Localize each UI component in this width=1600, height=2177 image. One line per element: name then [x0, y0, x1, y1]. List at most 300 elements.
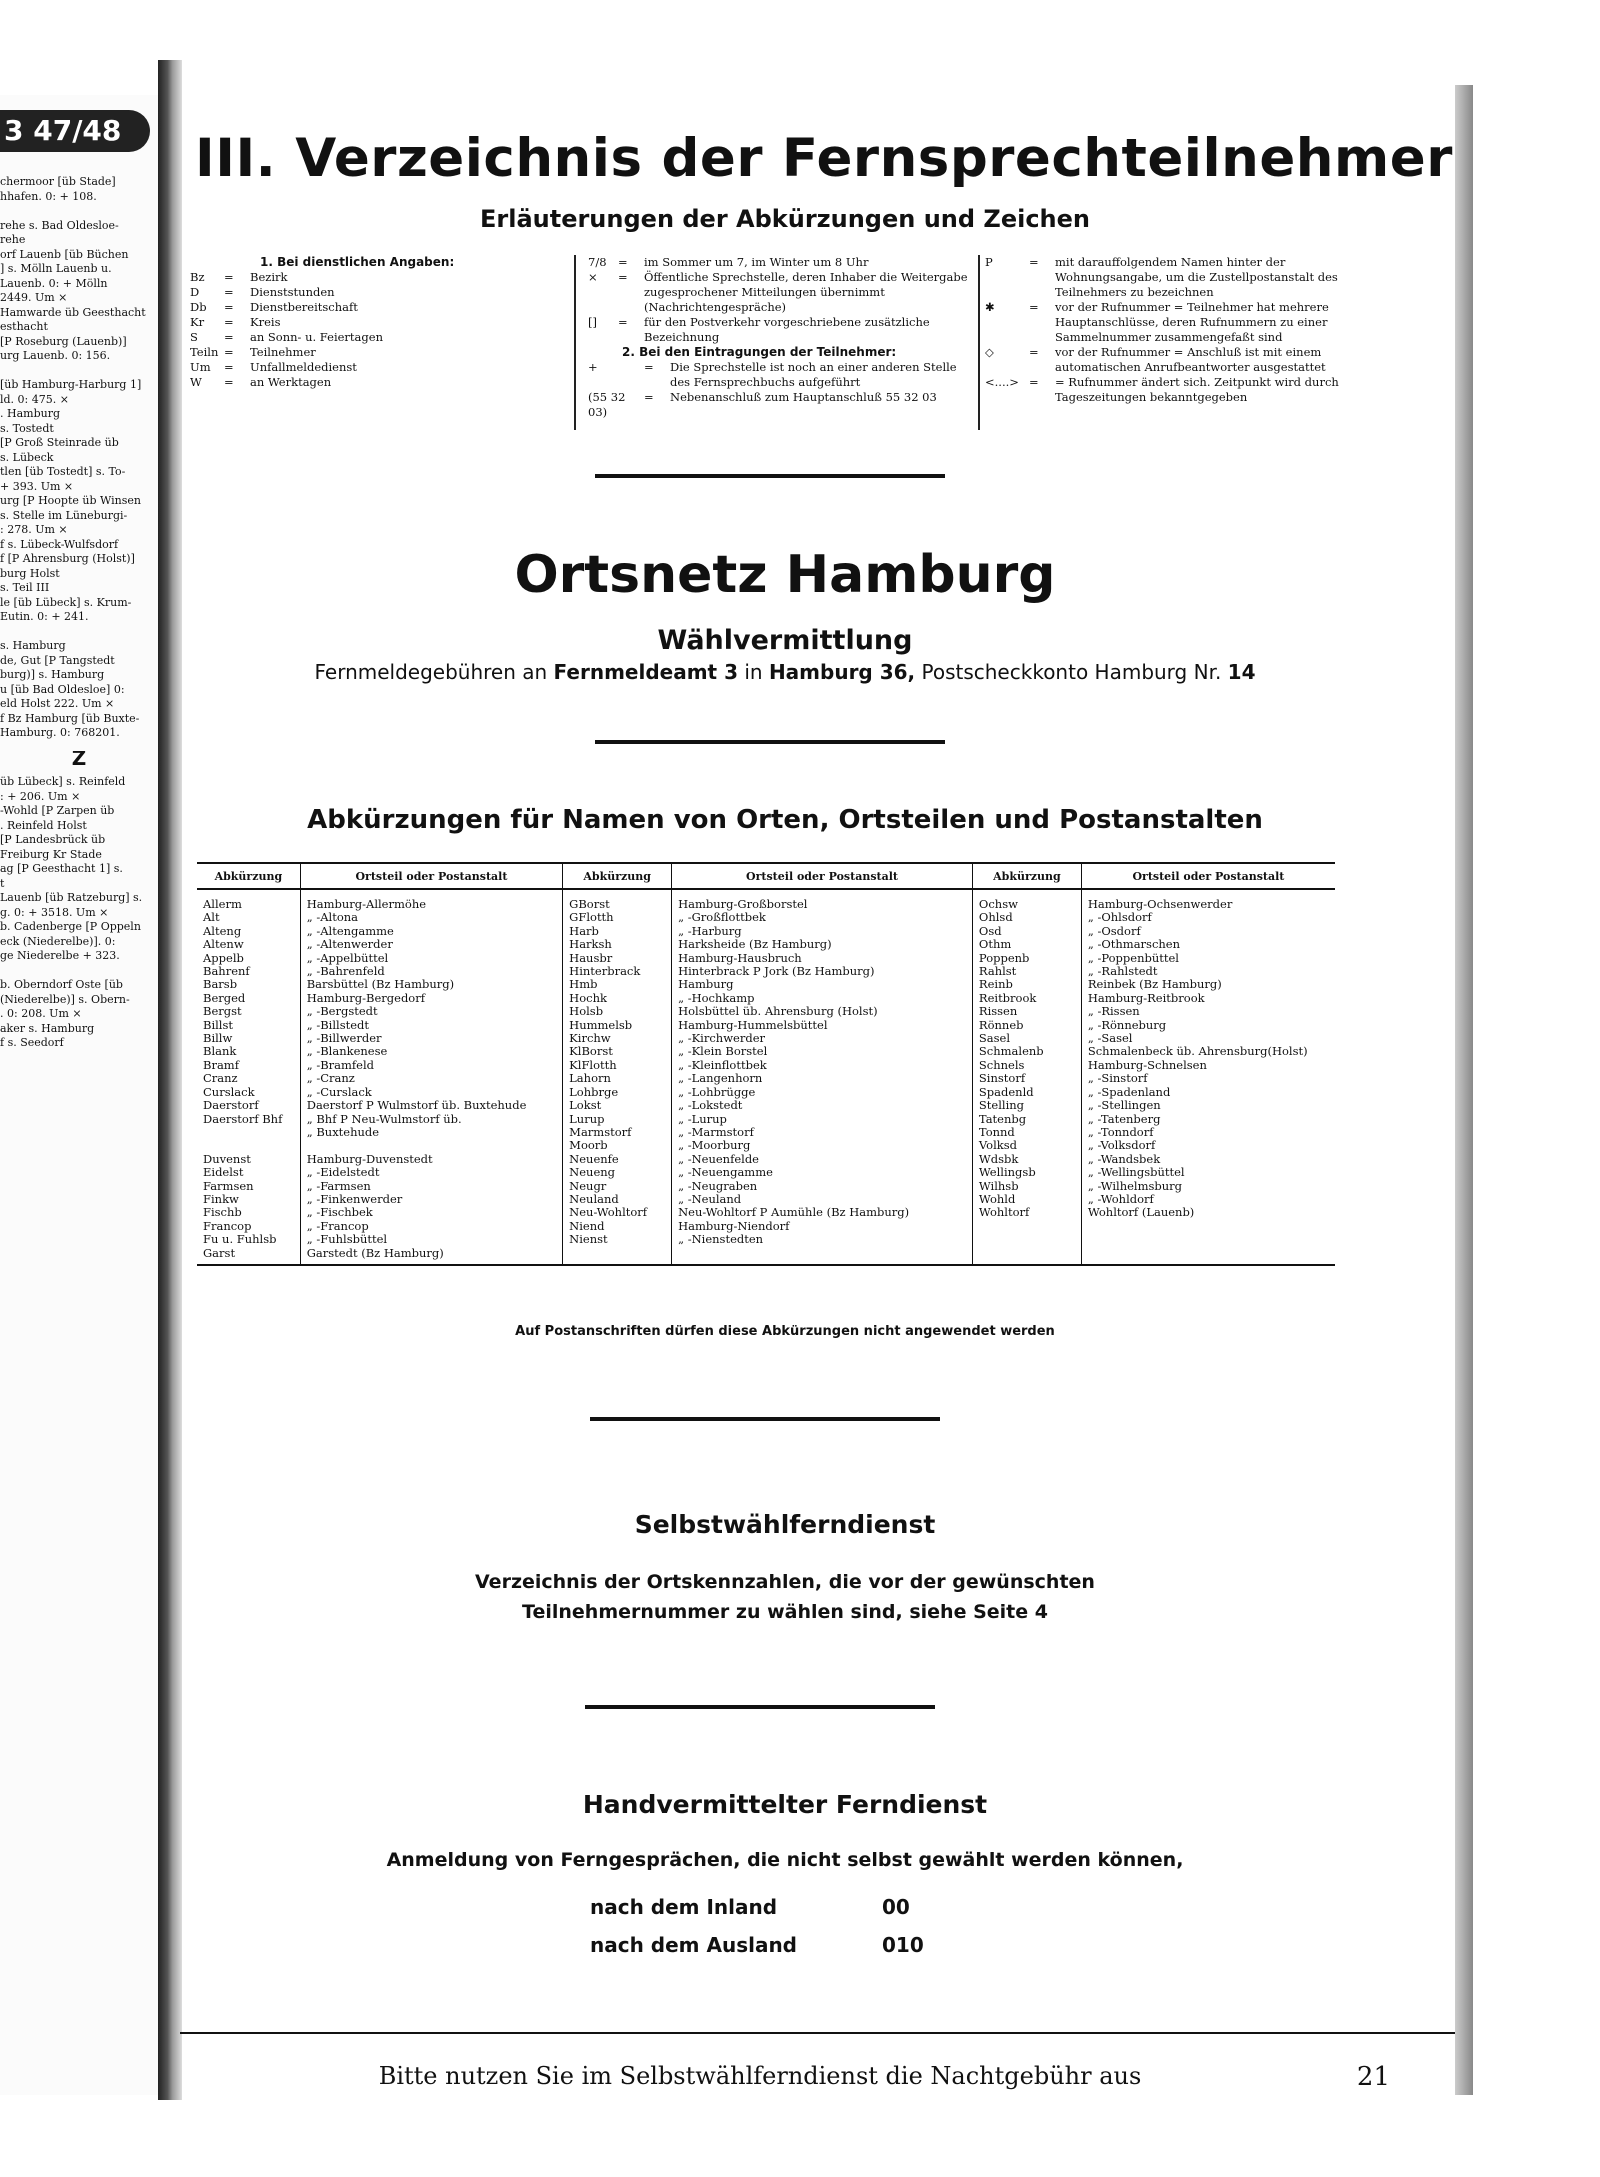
legend-equals: =: [224, 315, 234, 329]
hand-title: Handvermittelter Ferndienst: [582, 1790, 988, 1819]
place-name: Garstedt (Bz Hamburg): [306, 1245, 444, 1260]
abbreviation: Lahorn: [569, 1071, 611, 1086]
place-name: „ -Farmsen: [306, 1178, 371, 1193]
abbr-column: [197, 889, 300, 1265]
place-name: „ -Marmstorf: [678, 1124, 754, 1139]
legend-symbol: Db: [190, 300, 207, 314]
abbreviation: Wohltorf: [978, 1205, 1030, 1220]
place-name: „ -Großflottbek: [678, 910, 766, 925]
selbstwaehl-title: Selbstwählferndienst: [634, 1510, 936, 1539]
abbreviation: Barsb: [203, 977, 238, 992]
abbreviation: GFlotth: [569, 910, 614, 925]
place-name: „ -Finkenwerder: [306, 1191, 403, 1206]
list-item: 2449. Um ×: [0, 291, 68, 304]
dial-label: nach dem Ausland: [590, 1933, 798, 1957]
legend-equals: =: [224, 285, 234, 299]
legend-equals: =: [618, 270, 628, 284]
footer-text: Bitte nutzen Sie im Selbstwählferndienst die Nachtgebühr aus: [378, 2062, 1142, 2090]
list-item: le [üb Lübeck] s. Krum-: [0, 595, 132, 609]
legend-row: [190, 270, 565, 285]
legend-equals: =: [224, 345, 234, 359]
abbreviation: Hummelsb: [569, 1017, 633, 1032]
place-name: Hamburg: [678, 977, 734, 992]
list-item: . Hamburg: [0, 407, 61, 420]
abbreviation: Hochk: [569, 990, 607, 1005]
legend-symbol: (55 32 03): [588, 390, 626, 419]
section-rule: [585, 1705, 935, 1709]
abbreviation: Othm: [978, 937, 1012, 952]
place-name: „ -Neuenfelde: [678, 1151, 759, 1166]
place-name: „ -Rissen: [1087, 1004, 1140, 1019]
fees-text: in: [737, 660, 769, 684]
legend-row: [985, 255, 1360, 300]
legend-equals: =: [224, 330, 234, 344]
legend-text: an Werktagen: [250, 375, 332, 389]
abbreviation: Cranz: [203, 1071, 238, 1086]
list-item: u [üb Bad Oldesloe] 0:: [0, 682, 125, 696]
abbreviation: Kirchw: [569, 1031, 611, 1046]
place-name: Harksheide (Bz Hamburg): [678, 937, 832, 952]
legend-symbol: <....>: [985, 375, 1019, 389]
place-name: Hamburg-Hummelsbüttel: [678, 1017, 828, 1032]
book-gutter: [158, 60, 182, 2100]
list-item: Lauenb. 0: + Mölln: [0, 276, 108, 290]
legend-text: mit darauffolgendem Namen hinter der Wohnungsangabe, um die Zustellpostanstalt des Teilnehmers zu bezeichnen: [1055, 255, 1338, 299]
list-item: rehe: [0, 233, 26, 246]
page-title: III. Verzeichnis der Fernsprechteilnehmer: [195, 128, 1453, 189]
place-name: „ -Bergstedt: [306, 1004, 378, 1019]
place-name: „ -Blankenese: [306, 1044, 388, 1059]
place-name: „ -Fischbek: [306, 1205, 373, 1220]
place-name: „ -Billwerder: [306, 1031, 382, 1046]
legend-symbol: P: [985, 255, 993, 269]
abbreviation: Ohlsd: [978, 910, 1013, 925]
list-item: [0, 204, 158, 219]
place-name: „ -Bramfeld: [306, 1057, 375, 1072]
legend-row: [588, 315, 973, 345]
legend-row: [190, 330, 565, 345]
abbreviation: Harb: [569, 923, 599, 938]
legend-row: [190, 345, 565, 360]
selbstwaehl-line2: Teilnehmernummer zu wählen sind, siehe Seite 4: [522, 1601, 1048, 1623]
place-name: „ -Langenhorn: [678, 1071, 763, 1086]
fees-text: Postscheckkonto Hamburg Nr.: [915, 660, 1228, 684]
list-item: [P Landesbrück üb: [0, 833, 106, 846]
abbreviation: Wilhsb: [978, 1178, 1019, 1193]
list-item: aker s. Hamburg: [0, 1021, 95, 1035]
place-name: „ -Moorburg: [678, 1138, 751, 1153]
legend-text: Unfallmeldedienst: [250, 360, 357, 374]
abbreviation: Reitbrook: [978, 990, 1037, 1005]
legend-row: [985, 345, 1360, 375]
table-header-row: [197, 863, 1335, 889]
fees-info: [195, 660, 1375, 684]
legend-equals: =: [618, 315, 628, 329]
place-name: Hamburg-Großborstel: [678, 897, 808, 911]
place-name: Hamburg-Allermöhe: [306, 897, 427, 911]
place-name: „ -Tatenberg: [1087, 1111, 1161, 1126]
abbreviation: Daerstorf Bhf: [203, 1111, 283, 1126]
legend-text: an Sonn- u. Feiertagen: [250, 330, 383, 344]
place-name: „ -Ohlsdorf: [1087, 910, 1152, 925]
fees-city: Hamburg 36,: [768, 660, 916, 684]
legend-text: Die Sprechstelle ist noch an einer anderen Stelle des Fernsprechbuchs aufgeführt: [670, 360, 957, 389]
place-name: „ -Neuland: [678, 1191, 742, 1206]
legend-equals: =: [644, 360, 654, 374]
legend-equals: =: [224, 375, 234, 389]
place-name: „ -Rönneburg: [1087, 1017, 1167, 1032]
abbreviation: Appelb: [203, 950, 244, 965]
fees-text: Fernmeldegebühren an: [314, 660, 554, 684]
abbreviation: Hausbr: [569, 950, 613, 965]
list-item: [0, 364, 158, 379]
legend-row: [588, 255, 973, 270]
legend-equals: =: [1029, 300, 1039, 314]
place-name: „ -Billstedt: [306, 1017, 370, 1032]
ortsnetz-title: Ortsnetz Hamburg: [514, 545, 1056, 605]
abbreviation: Harksh: [569, 937, 612, 952]
abbreviation: Neu-Wohltorf: [569, 1205, 648, 1220]
page-subtitle: Erläuterungen der Abkürzungen und Zeichen: [479, 205, 1090, 233]
dial-codes: [590, 1888, 924, 1964]
place-name: „ -Wellingsbüttel: [1087, 1165, 1185, 1180]
place-name: „ -Altengamme: [306, 923, 394, 938]
place-name: „ -Nienstedten: [678, 1232, 764, 1247]
abbreviation: Schnels: [978, 1057, 1025, 1072]
abbreviation: Lohbrge: [569, 1084, 619, 1099]
fees-account-number: 14: [1227, 660, 1256, 684]
list-item: üb Lübeck] s. Reinfeld: [0, 775, 126, 788]
legend-row: [985, 300, 1360, 345]
abbreviation: Hmb: [569, 977, 598, 992]
abbreviation: Tatenbg: [978, 1111, 1027, 1126]
section-rule: [595, 740, 945, 744]
place-name: „ -Kirchwerder: [678, 1031, 766, 1046]
abbreviation: Berged: [203, 990, 246, 1005]
legend-text: Nebenanschluß zum Hauptanschluß 55 32 03: [670, 390, 937, 404]
legend-text: Dienstbereitschaft: [250, 300, 358, 314]
abbreviation: Sinstorf: [978, 1071, 1026, 1086]
list-item: urg [P Hoopte üb Winsen: [0, 494, 141, 507]
list-item: -Wohld [P Zarpen üb: [0, 804, 115, 817]
place-name: „ -Altenwerder: [306, 937, 393, 952]
place-name: Hamburg-Ochsenwerder: [1087, 897, 1233, 911]
list-item: rehe s. Bad Oldesloe-: [0, 218, 119, 232]
place-name: „ -Wohldorf: [1087, 1191, 1154, 1206]
abbreviation: Daerstorf: [203, 1098, 259, 1113]
place-name: „ -Othmarschen: [1087, 937, 1181, 952]
abbreviation: Spadenld: [978, 1084, 1034, 1099]
abbreviation: Wellingsb: [978, 1165, 1036, 1180]
footer-rule: [180, 2032, 1455, 2034]
place-name: „ -Eidelstedt: [306, 1165, 380, 1180]
place-name: „ -Neugraben: [678, 1178, 758, 1193]
place-name: „ -Volksdorf: [1087, 1138, 1156, 1153]
column-header: Abkürzung: [972, 863, 1081, 889]
legend-symbol: D: [190, 285, 200, 299]
list-item: [üb Hamburg-Harburg 1]: [0, 378, 142, 391]
list-item: eld Holst 222. Um ×: [0, 697, 115, 710]
abbreviation: Lokst: [569, 1098, 602, 1113]
abbreviation: Alteng: [203, 923, 242, 938]
abbreviation: Rahlst: [978, 964, 1017, 979]
hand-line: Anmeldung von Ferngesprächen, die nicht selbst gewählt werden können,: [386, 1849, 1184, 1871]
dial-row-ausland: [590, 1926, 924, 1964]
dial-label: nach dem Inland: [590, 1895, 778, 1919]
abbreviation: Volksd: [978, 1138, 1018, 1153]
abbreviation: Tonnd: [978, 1124, 1015, 1139]
place-name: „ Buxtehude: [306, 1124, 380, 1139]
abbreviation: Hinterbrack: [569, 964, 641, 979]
legend-symbols: [985, 255, 1360, 405]
place-name: „ -Sinstorf: [1087, 1071, 1148, 1086]
abbreviation: Osd: [978, 923, 1002, 938]
list-item: Freiburg Kr Stade: [0, 847, 102, 861]
list-item: tlen [üb Tostedt] s. To-: [0, 465, 126, 478]
list-item: g. 0: + 3518. Um ×: [0, 905, 109, 919]
dial-code: 00: [882, 1895, 910, 1919]
legend-text: im Sommer um 7, im Winter um 8 Uhr: [644, 255, 869, 269]
legend-row: [190, 375, 565, 390]
list-item: Eutin. 0: + 241.: [0, 610, 89, 623]
legend-row: [588, 360, 973, 390]
legend-row: [190, 315, 565, 330]
abbreviations-title: Abkürzungen für Namen von Orten, Ortsteilen und Postanstalten: [307, 805, 1263, 835]
legend-divider: [978, 255, 980, 430]
abbreviation: Fischb: [203, 1205, 242, 1220]
list-item: [P Roseburg (Lauenb)]: [0, 334, 127, 348]
list-item: chermoor [üb Stade]: [0, 175, 116, 188]
legend-text: Teilnehmer: [250, 345, 316, 359]
page-range-badge: 3 47/48: [0, 110, 150, 152]
list-item: b. Oberndorf Oste [üb: [0, 978, 123, 991]
list-item: s. Tostedt: [0, 421, 54, 435]
abbreviation: Francop: [203, 1218, 252, 1233]
legend-symbol: Bz: [190, 270, 205, 284]
place-name: Wohltorf (Lauenb): [1087, 1205, 1195, 1220]
place-name: „ -Tonndorf: [1087, 1124, 1154, 1139]
abbreviation: Neugr: [569, 1178, 607, 1193]
place-name: „ -Curslack: [306, 1084, 372, 1099]
list-item: Hamwarde üb Geesthacht: [0, 305, 146, 319]
abbreviation: Alt: [203, 910, 220, 925]
abbreviation: Billw: [203, 1031, 233, 1046]
legend-symbol: W: [190, 375, 202, 389]
place-name: Hamburg-Duvenstedt: [306, 1151, 433, 1166]
abbreviation: Moorb: [569, 1138, 608, 1153]
abbreviation: GBorst: [569, 897, 610, 911]
legend-marks: [588, 255, 973, 420]
list-item: b. Cadenberge [P Oppeln: [0, 920, 141, 933]
place-name: „ -Rahlstedt: [1087, 964, 1158, 979]
list-item: ] s. Mölln Lauenb u.: [0, 262, 112, 275]
abbreviation: Wdsbk: [978, 1151, 1019, 1166]
abbreviation: Reinb: [978, 977, 1013, 992]
abbreviation: Eidelst: [203, 1165, 244, 1180]
abbreviation: Niend: [569, 1218, 605, 1233]
place-name: Neu-Wohltorf P Aumühle (Bz Hamburg): [678, 1205, 910, 1220]
list-item: + 393. Um ×: [0, 479, 74, 493]
abbreviation: Bergst: [203, 1004, 242, 1019]
legend-equals: =: [1029, 375, 1039, 389]
abbreviation: [203, 1139, 296, 1152]
abbreviation: Schmalenb: [978, 1044, 1044, 1059]
selbstwaehl-line1: Verzeichnis der Ortskennzahlen, die vor der gewünschten: [475, 1571, 1095, 1593]
legend-text: Kreis: [250, 315, 281, 329]
place-name: „ -Harburg: [678, 923, 742, 938]
list-item: ge Niederelbe + 323.: [0, 949, 120, 962]
list-item: . Reinfeld Holst: [0, 818, 87, 832]
place-name: Hamburg-Reitbrook: [1087, 990, 1205, 1005]
abbreviation: Curslack: [203, 1084, 255, 1099]
abbreviation: Farmsen: [203, 1178, 254, 1193]
place-name: „ -Stellingen: [1087, 1098, 1161, 1113]
list-item: f s. Lübeck-Wulfsdorf: [0, 537, 119, 551]
place-name: Hamburg-Bergedorf: [306, 990, 425, 1005]
list-item: : 278. Um ×: [0, 523, 68, 536]
name-column: [1081, 889, 1335, 1265]
place-name: Hamburg-Schnelsen: [1087, 1057, 1207, 1072]
legend-symbol: ✱: [985, 300, 995, 314]
abbreviation: Nienst: [569, 1232, 608, 1247]
abbreviation: Bahrenf: [203, 964, 250, 979]
abbreviation: Poppenb: [978, 950, 1030, 965]
list-item: esthacht: [0, 320, 48, 333]
dial-row-inland: [590, 1888, 924, 1926]
legend-equals: =: [644, 390, 654, 404]
abbreviation: KlBorst: [569, 1044, 613, 1059]
abbreviation: [203, 1126, 296, 1139]
place-name: Hinterbrack P Jork (Bz Hamburg): [678, 964, 875, 979]
place-name: Holsbüttel üb. Ahrensburg (Holst): [678, 1004, 878, 1019]
place-name: „ -Sasel: [1087, 1031, 1133, 1046]
fees-office: Fernmeldeamt 3: [553, 660, 738, 684]
page-edge-shadow: [1455, 85, 1473, 2095]
place-name: Hamburg-Hausbruch: [678, 950, 802, 965]
abbreviation: Fu u. Fuhlsb: [203, 1232, 277, 1247]
abbreviations-note: Auf Postanschriften dürfen diese Abkürzungen nicht angewendet werden: [515, 1324, 1055, 1339]
legend-symbol: Kr: [190, 315, 205, 329]
legend-text: vor der Rufnummer = Teilnehmer hat mehrere Hauptanschlüsse, deren Rufnummern zu einer Sammelnummer zusammengefaßt sind: [1055, 300, 1329, 344]
list-item: orf Lauenb [üb Büchen: [0, 247, 129, 261]
place-name: Daerstorf P Wulmstorf üb. Buxtehude: [306, 1098, 527, 1113]
legend-text: Bezirk: [250, 270, 288, 284]
place-name: „ -Poppenbüttel: [1087, 950, 1179, 965]
name-column: [300, 889, 562, 1265]
legend-symbol: 7/8: [588, 255, 607, 269]
place-name: „ -Francop: [306, 1218, 369, 1233]
abbreviation: Marmstorf: [569, 1124, 632, 1139]
place-name: „ -Fuhlsbüttel: [306, 1232, 388, 1247]
legend-row: [985, 375, 1360, 405]
legend-symbol: S: [190, 330, 198, 344]
legend-row: [588, 390, 973, 420]
abbreviation: Billst: [203, 1017, 234, 1032]
place-name: „ -Wandsbek: [1087, 1151, 1161, 1166]
place-name: „ -Klein Borstel: [678, 1044, 768, 1059]
list-item: de, Gut [P Tangstedt: [0, 653, 115, 667]
list-item: . 0: 208. Um ×: [0, 1007, 82, 1020]
legend-equals: =: [1029, 345, 1039, 359]
abbreviation: KlFlotth: [569, 1057, 617, 1072]
list-item: ld. 0: 475. ×: [0, 392, 69, 406]
legend-symbol: ◇: [985, 345, 994, 359]
place-name: „ -Hochkamp: [678, 990, 755, 1005]
place-name: „ -Appelbüttel: [306, 950, 389, 965]
abbreviation: Neueng: [569, 1165, 616, 1180]
left-page-strip: [0, 95, 158, 2095]
list-item: eck (Niederelbe)]. 0:: [0, 934, 116, 948]
place-name: „ -Wilhelmsburg: [1087, 1178, 1183, 1193]
list-item: [P Groß Steinrade üb: [0, 436, 119, 449]
page-number: 21: [1356, 2062, 1390, 2092]
place-name: Hamburg-Niendorf: [678, 1218, 790, 1233]
place-name: „ -Cranz: [306, 1071, 355, 1086]
dial-code: 010: [882, 1933, 924, 1957]
legend-text: Dienststunden: [250, 285, 335, 299]
legend-symbol: []: [588, 315, 597, 329]
legend-symbol: +: [588, 360, 598, 374]
abbreviation: Sasel: [978, 1031, 1011, 1046]
place-name: „ -Bahrenfeld: [306, 964, 385, 979]
abbreviation: Holsb: [569, 1004, 604, 1019]
list-item: s. Lübeck: [0, 450, 54, 464]
place-name: Schmalenbeck üb. Ahrensburg(Holst): [1087, 1044, 1308, 1059]
legend-equals: =: [224, 300, 234, 314]
legend-equals: =: [224, 270, 234, 284]
place-name: „ -Lurup: [678, 1111, 727, 1126]
list-item: : + 206. Um ×: [0, 789, 81, 803]
place-name: „ -Kleinflottbek: [678, 1057, 767, 1072]
list-item: ag [P Geesthacht 1] s.: [0, 862, 123, 875]
column-header: Abkürzung: [197, 863, 300, 889]
legend-official: [190, 255, 565, 390]
legend-row: [588, 270, 973, 315]
legend-row: [190, 300, 565, 315]
column-header: Abkürzung: [563, 863, 672, 889]
column-header: Ortsteil oder Postanstalt: [672, 863, 973, 889]
abbreviation: Allerm: [203, 897, 242, 911]
name-column: [672, 889, 973, 1265]
column-header: Ortsteil oder Postanstalt: [300, 863, 562, 889]
list-item: Lauenb [üb Ratzeburg] s.: [0, 891, 143, 904]
abbreviation: Neuland: [569, 1191, 619, 1206]
ortsnetz-subtitle: Wählvermittlung: [657, 625, 913, 656]
list-item: burg Holst: [0, 566, 60, 580]
legend-text: für den Postverkehr vorgeschriebene zusätzliche Bezeichnung: [644, 315, 930, 344]
legend-row: [190, 360, 565, 375]
list-item: f Bz Hamburg [üb Buxte-: [0, 711, 140, 725]
place-name: „ -Spadenland: [1087, 1084, 1171, 1099]
place-name: Reinbek (Bz Hamburg): [1087, 977, 1222, 992]
legend-text: Öffentliche Sprechstelle, deren Inhaber die Weitergabe zugesprochener Mitteilungen übernimmt (Nachrichtengespräche): [644, 270, 968, 314]
abbreviation: Duvenst: [203, 1151, 251, 1166]
place-name: „ Bhf P Neu-Wulmstorf üb.: [306, 1111, 462, 1126]
z-heading: Z: [71, 750, 87, 765]
legend-equals: =: [224, 360, 234, 374]
legend-row: [190, 285, 565, 300]
abbreviation: Neuenfe: [569, 1151, 619, 1166]
list-item: (Niederelbe)] s. Obern-: [0, 992, 130, 1006]
legend-equals: =: [618, 255, 628, 269]
legend-divider: [574, 255, 576, 430]
list-item: hhafen. 0: + 108.: [0, 189, 97, 203]
place-name: „ -Lohbrügge: [678, 1084, 756, 1099]
section-rule: [590, 1417, 940, 1421]
list-item: s. Hamburg: [0, 639, 66, 652]
abbreviation: Wohld: [978, 1191, 1016, 1206]
abbreviation: Garst: [203, 1245, 236, 1260]
